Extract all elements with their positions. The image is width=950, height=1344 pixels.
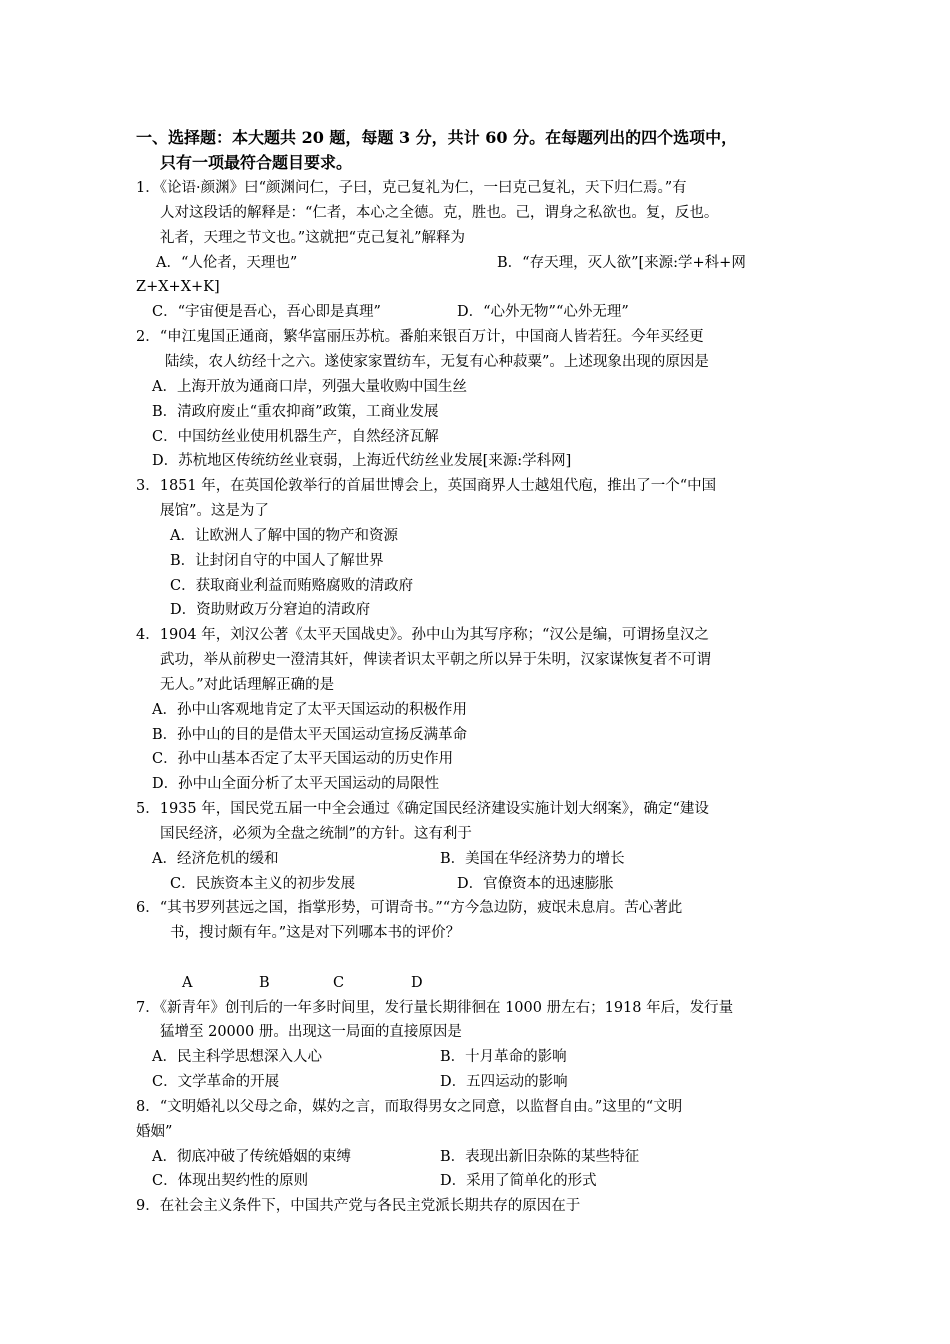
q3-stem-line1: 3．1851 年，在英国伦敦举行的首届世博会上，英国商界人士越俎代庖，推出了一个“中国	[136, 478, 717, 494]
q6-stem-line1: 6．“其书罗列甚远之国，指掌形势，可谓奇书。”“方今急边防，疲氓未息肩。苦心著此	[136, 900, 683, 916]
q4-option-d: D．孙中山全面分析了太平天国运动的局限性	[152, 776, 440, 792]
section-heading-line2: 只有一项最符合题目要求。	[160, 153, 353, 172]
q7-option-c: C．文学革命的开展	[152, 1074, 280, 1090]
q5-stem-line2: 国民经济，必须为全盘之统制”的方针。这有利于	[160, 826, 472, 842]
q4-option-a: A．孙中山客观地肯定了太平天国运动的积极作用	[152, 702, 467, 718]
q9-stem-line1: 9．在社会主义条件下，中国共产党与各民主党派长期共存的原因在于	[136, 1198, 581, 1214]
q6-option-c: C	[333, 975, 345, 991]
q6-option-a: A	[182, 975, 193, 991]
q1-option-c: C．“宇宙便是吾心，吾心即是真理”	[152, 304, 381, 320]
q5-option-c: C．民族资本主义的初步发展	[170, 876, 356, 892]
q5-option-d: D．官僚资本的迅速膨胀	[457, 876, 614, 892]
q2-option-a: A．上海开放为通商口岸，列强大量收购中国生丝	[152, 379, 467, 395]
q6-stem-line2: 书，搜讨颇有年。”这是对下列哪本书的评价？	[170, 925, 461, 941]
q3-option-a: A．让欧洲人了解中国的物产和资源	[170, 528, 398, 544]
q8-option-d: D．采用了简单化的形式	[440, 1173, 597, 1189]
q4-option-b: B．孙中山的目的是借太平天国运动宣扬反满革命	[152, 727, 468, 743]
q1-option-b-continued: Z+X+X+K]	[136, 279, 220, 295]
q4-stem-line2: 武功，举从前秽史一澄清其奸，俾读者识太平朝之所以异于朱明，汉家谋恢复者不可谓	[160, 652, 711, 668]
q7-stem-line2: 猛增至 20000 册。出现这一局面的直接原因是	[160, 1024, 462, 1040]
q3-option-c: C．获取商业利益而贿赂腐败的清政府	[170, 578, 414, 594]
q3-option-b: B．让封闭自守的中国人了解世界	[170, 553, 384, 569]
section-heading-line1: 一、选择题：本大题共 20 题，每题 3 分，共计 60 分。在每题列出的四个选项中，	[136, 128, 738, 147]
q6-option-b: B	[259, 975, 270, 991]
q1-stem-line1: 1．《论语·颜渊》曰“颜渊问仁，子曰，克己复礼为仁，一曰克己复礼，天下归仁焉。”有	[136, 180, 687, 196]
q8-option-c: C．体现出契约性的原则	[152, 1173, 309, 1189]
q8-option-b: B．表现出新旧杂陈的某些特征	[440, 1149, 640, 1165]
q6-option-d: D	[411, 975, 423, 991]
q7-option-a: A．民主科学思想深入人心	[152, 1049, 322, 1065]
q8-stem-line1: 8．“文明婚礼以父母之命，媒妁之言，而取得男女之同意，以监督自由。”这里的“文明	[136, 1099, 683, 1115]
q2-option-c: C．中国纺丝业使用机器生产，自然经济瓦解	[152, 429, 439, 445]
q1-option-d: D．“心外无物”“心外无理”	[457, 304, 629, 320]
q2-option-b: B．清政府废止“重农抑商”政策，工商业发展	[152, 404, 439, 420]
q5-stem-line1: 5．1935 年，国民党五届一中全会通过《确定国民经济建设实施计划大纲案》，确定“建设	[136, 801, 709, 817]
q8-stem-line2: 婚姻”	[136, 1124, 173, 1140]
q4-option-c: C．孙中山基本否定了太平天国运动的历史作用	[152, 751, 454, 767]
q8-option-a: A．彻底冲破了传统婚姻的束缚	[152, 1149, 351, 1165]
q4-stem-line3: 无人。”对此话理解正确的是	[160, 677, 335, 693]
q5-option-b: B．美国在华经济势力的增长	[440, 851, 625, 867]
q5-option-a: A．经济危机的缓和	[152, 851, 279, 867]
q1-option-a: A．“人伦者，天理也”	[156, 255, 298, 271]
q1-stem-line3: 礼者，天理之节文也。”这就把“克己复礼”解释为	[160, 230, 465, 246]
q3-option-d: D．资助财政万分窘迫的清政府	[170, 602, 371, 618]
q2-stem-line2: 陆续，农人纺经十之六。遂使家家置纺车，无复有心种菽粟”。上述现象出现的原因是	[165, 354, 709, 370]
q7-option-b: B．十月革命的影响	[440, 1049, 567, 1065]
q7-stem-line1: 7．《新青年》创刊后的一年多时间里，发行量长期徘徊在 1000 册左右；1918 年后，发行量	[136, 1000, 734, 1016]
q7-option-d: D．五四运动的影响	[440, 1074, 568, 1090]
q1-option-b: B．“存天理，灭人欲”[来源:学+科+网	[497, 255, 746, 271]
q2-stem-line1: 2．“申江鬼国正通商，繁华富丽压苏杭。番舶来银百万计，中国商人皆若狂。今年买经更	[136, 329, 704, 345]
q3-stem-line2: 展馆”。这是为了	[160, 503, 269, 519]
q2-option-d: D．苏杭地区传统纺丝业衰弱，上海近代纺丝业发展[来源:学科网]	[152, 453, 572, 469]
q4-stem-line1: 4．1904 年，刘汉公著《太平天国战史》。孙中山为其写序称；“汉公是编，可谓扬皇汉之	[136, 627, 709, 643]
q1-stem-line2: 人对这段话的解释是：“仁者，本心之全德。克，胜也。己，谓身之私欲也。复，反也。	[160, 205, 719, 221]
